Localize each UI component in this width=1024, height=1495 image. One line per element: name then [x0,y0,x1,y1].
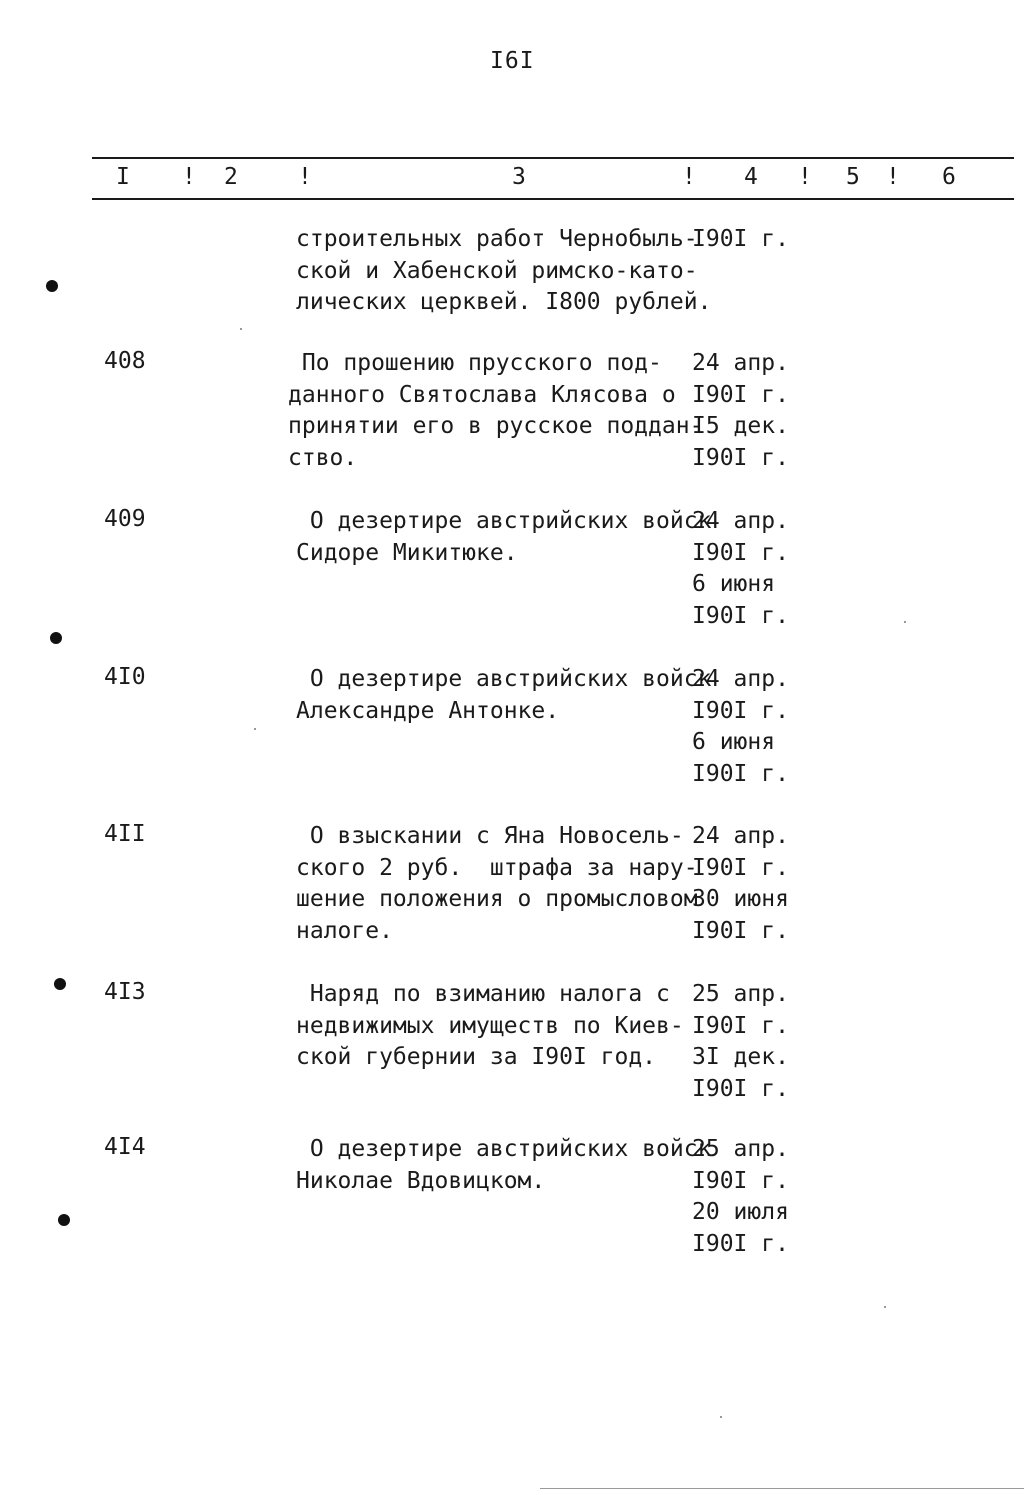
scan-speck [254,728,256,730]
date-line: 24 апр. [692,823,789,849]
text-line: налоге. [296,917,393,944]
text-line: данного Святослава Клясова о [288,381,676,408]
text-line: ство. [288,444,358,471]
text-line: Сидоре Микитюке. [296,539,518,566]
text-line: принятии его в русское поддан- [288,413,704,439]
date-line: I90I г. [692,226,789,252]
text-line: Наряд по взиманию налога с [296,981,670,1007]
entry-number: 4I0 [104,664,146,690]
header-col-6: 6 [942,164,956,190]
text-line: ской и Хабенской римско-като- [296,257,698,284]
text-line: недвижимых имуществ по Киев- [296,1012,684,1039]
date-line: 30 июня [692,886,789,912]
punch-hole [54,978,66,990]
text-line: ской губернии за I90I год. [296,1044,657,1070]
date-line: I90I г. [692,381,789,408]
entry-description [296,224,712,319]
text-line: шение положения о промысловом [296,886,698,912]
scan-speck [720,1416,722,1418]
text-line: Александре Антонке. [296,697,560,724]
header-col-3: 3 [512,164,526,190]
date-line: 24 апр. [692,666,789,692]
entry-number: 409 [104,506,146,532]
entry-dates [692,348,802,474]
header-col-1: I [116,164,130,190]
date-line: I90I г. [692,854,789,881]
header-col-4: 4 [744,164,758,190]
text-line: Николае Вдовицком. [296,1167,546,1194]
table-top-rule [92,157,1014,159]
date-line: I90I г. [692,444,789,471]
table-header-rule [92,198,1014,200]
text-line: О дезертире австрийских войск [296,508,712,534]
date-line: 20 июля [692,1199,789,1225]
entry-description [296,1134,712,1197]
date-line: 6 июня [692,571,776,597]
date-line: I90I г. [692,917,789,944]
entry-dates [692,821,802,947]
punch-hole [58,1214,70,1226]
date-line: 24 апр. [692,508,789,534]
entry-dates [692,1134,802,1260]
text-line: О дезертире австрийских войск [296,1136,712,1162]
date-line: I90I г. [692,760,789,787]
text-line: строительных работ Чернобыль- [296,226,698,252]
date-line: 3I дек. [692,1044,789,1070]
scan-speck [884,1306,886,1308]
date-line: I90I г. [692,602,789,629]
header-separator: ! [682,164,696,190]
entry-description [296,664,712,727]
entry-dates [692,664,802,790]
date-line: I90I г. [692,1012,789,1039]
date-line: I5 дек. [692,413,789,439]
entry-dates [692,979,802,1105]
header-separator: ! [182,164,196,190]
date-line: 24 апр. [692,350,789,376]
scan-speck [904,621,906,623]
entry-number: 408 [104,348,146,374]
date-line: I90I г. [692,1230,789,1257]
entry-description [296,979,686,1074]
date-line: I90I г. [692,1075,789,1102]
text-line: О взыскании с Яна Новосель- [296,823,684,849]
text-line: О дезертире австрийских войск [296,666,712,692]
entry-description [288,348,704,474]
header-separator: ! [886,164,900,190]
header-col-2: 2 [224,164,238,190]
header-col-5: 5 [846,164,860,190]
entry-number: 4II [104,821,146,847]
date-line: I90I г. [692,539,789,566]
entry-number: 4I3 [104,979,146,1005]
punch-hole [50,632,62,644]
text-line: лических церквей. I800 рублей. [296,289,712,315]
header-separator: ! [798,164,812,190]
date-line: 25 апр. [692,1136,789,1162]
entry-dates [692,224,802,256]
text-line: По прошению прусского под- [288,350,662,376]
page-number: I6I [490,48,535,74]
scan-speck [240,328,242,330]
header-separator: ! [298,164,312,190]
date-line: 25 апр. [692,981,789,1007]
punch-hole [46,280,58,292]
entry-description [296,506,712,569]
date-line: I90I г. [692,1167,789,1194]
date-line: 6 июня [692,729,776,755]
date-line: I90I г. [692,697,789,724]
text-line: ского 2 руб. штрафа за нару- [296,854,698,881]
page-edge-line [540,1488,1024,1489]
entry-description [296,821,698,947]
entry-number: 4I4 [104,1134,146,1160]
entry-dates [692,506,802,632]
